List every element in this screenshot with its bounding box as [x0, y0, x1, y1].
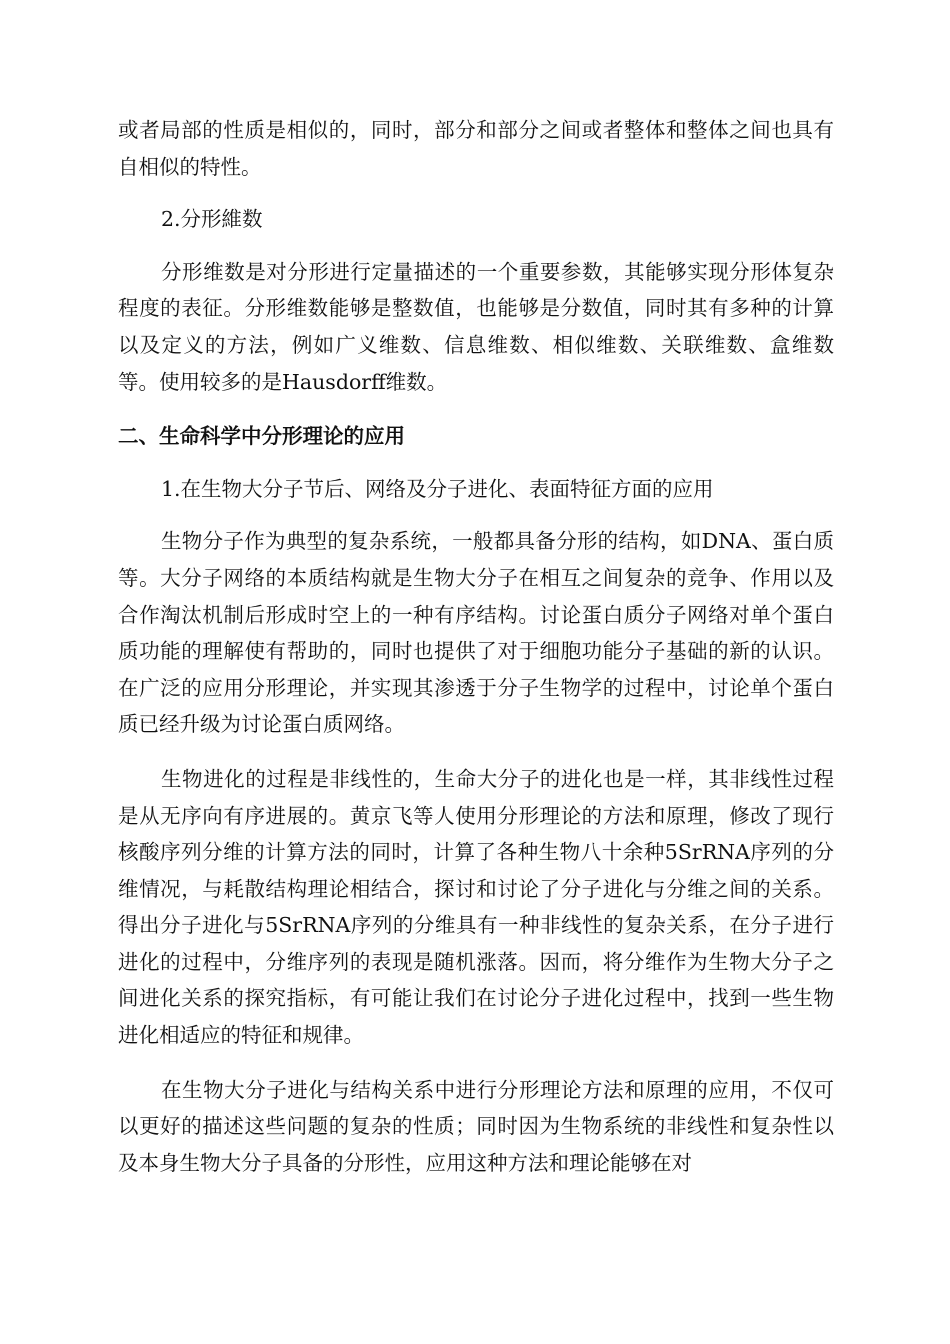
- section-heading-life-science: 二、生命科学中分形理论的应用: [118, 424, 405, 449]
- subheading-biomacromolecules: 1.在生物大分子节后、网络及分子进化、表面特征方面的应用: [161, 476, 714, 501]
- document-body: [118, 112, 834, 1181]
- paragraph-molecular-evolution: 生物进化的过程是非线性的，生命大分子的进化也是一样，其非线性过程是从无序向有序进展的。黄京飞等人使用分形理论的方法和原理，修改了现行核酸序列分维的计算方法的同时，计算了各种生物八十余种5SrRNA序列的分维情况，与耗散结构理论相结合，探讨和讨论了分子进化与分维之间的关系。得出分子进化与5SrRNA序列的分维具有一种非线性的复杂关系，在分子进行进化的过程中，分维序列的表现是随机涨落。因而，将分维作为生物大分子之间进化关系的探究指标，有可能让我们在讨论分子进化过程中，找到一些生物进化相适应的特征和规律。: [118, 766, 834, 1048]
- subheading-fractal-dimension: 2.分形維数: [161, 207, 263, 232]
- paragraph-self-similarity: 或者局部的性质是相似的，同时，部分和部分之间或者整体和整体之间也具有自相似的特性。: [118, 118, 834, 179]
- paragraph-molecular-network: 生物分子作为典型的复杂系统，一般都具备分形的结构，如DNA、蛋白质等。大分子网络的本质结构就是生物大分子在相互之间复杂的竞争、作用以及合作淘汰机制后形成时空上的一种有序结构。讨论蛋白质分子网络对单个蛋白质功能的理解使有帮助的，同时也提供了对于细胞功能分子基础的新的认识。在广泛的应用分形理论，并实现其渗透于分子生物学的过程中，讨论单个蛋白质已经升级为讨论蛋白质网络。: [118, 529, 834, 737]
- paragraph-structure-relation: 在生物大分子进化与结构关系中进行分形理论方法和原理的应用，不仅可以更好的描述这些问题的复杂的性质；同时因为生物系统的非线性和复杂性以及本身生物大分子具备的分形性，应用这种方法和理论能够在对: [118, 1077, 834, 1175]
- paragraph-fractal-dimension: 分形维数是对分形进行定量描述的一个重要参数，其能够实现分形体复杂程度的表征。分形维数能够是整数值，也能够是分数值，同时其有多种的计算以及定义的方法，例如广义维数、信息维数、相似维数、关联维数、盒维数等。使用较多的是Hausdorff维数。: [118, 259, 834, 394]
